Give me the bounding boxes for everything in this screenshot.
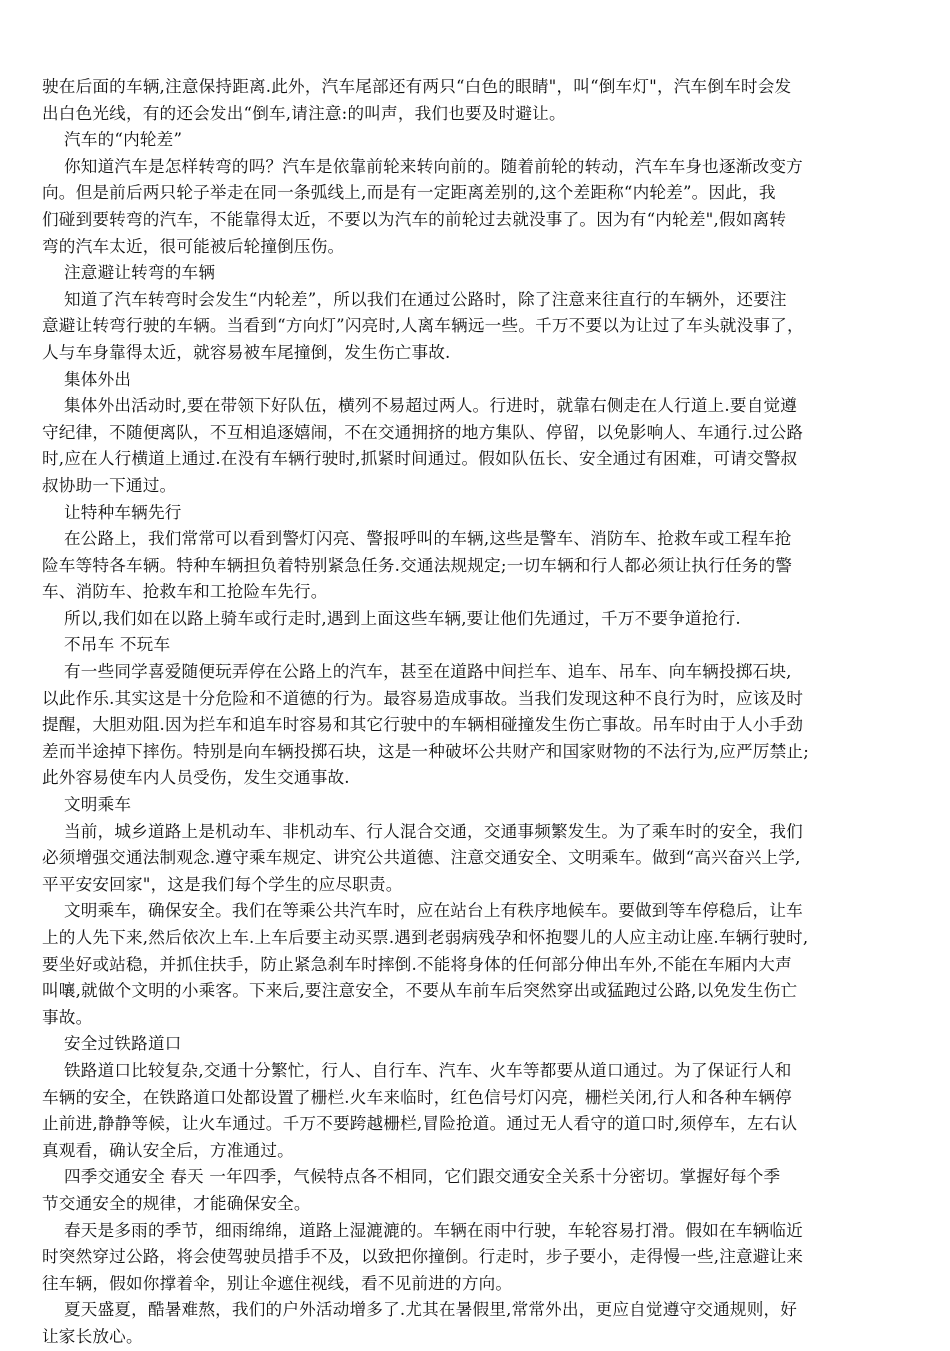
paragraph-line-indented: 知道了汽车转弯时会发生“内轮差”，所以我们在通过公路时，除了注意来往直行的车辆外，还要注	[64, 289, 787, 309]
paragraph-line: 差而半途掉下摔伤。特别是向车辆投掷石块，这是一种破坏公共财产和国家财物的不法行为,应严厉禁止;	[42, 741, 809, 761]
paragraph-line-indented: 安全过铁路道口	[64, 1034, 182, 1054]
paragraph-line: 车、消防车、抢救车和工抢险车先行。	[42, 582, 328, 602]
paragraph-line-indented: 不吊车 不玩车	[64, 635, 171, 655]
paragraph-line-indented: 春天是多雨的季节，细雨绵绵，道路上湿漉漉的。车辆在雨中行驶，车轮容易打滑。假如在车辆临近	[64, 1220, 803, 1240]
paragraph-line: 向。但是前后两只轮子举走在同一条弧线上,而是有一定距离差别的,这个差距称“内轮差”。因此，我	[42, 183, 776, 203]
paragraph-line: 让家长放心。	[42, 1326, 143, 1346]
paragraph-line-indented: 四季交通安全 春天 一年四季，气候特点各不相同，它们跟交通安全关系十分密切。掌握好每个季	[64, 1167, 781, 1187]
paragraph-line: 此外容易使车内人员受伤，发生交通事故.	[42, 768, 350, 788]
paragraph-line: 必须增强交通法制观念.遵守乘车规定、讲究公共道德、注意交通安全、文明乘车。做到“高兴奋兴上学,	[42, 848, 801, 868]
paragraph-line: 事故。	[42, 1007, 93, 1027]
paragraph-line: 叫嚷,就做个文明的小乘客。下来后,要注意安全，不要从车前车后突然穿出或猛跑过公路,以免发生伤亡	[42, 981, 798, 1001]
paragraph-line: 叔协助一下通过。	[42, 475, 177, 495]
paragraph-line-indented: 你知道汽车是怎样转弯的吗？汽车是依靠前轮来转向前的。随着前轮的转动，汽车车身也逐渐改变方	[64, 156, 803, 176]
paragraph-line: 上的人先下来,然后依次上车.上车后要主动买票.遇到老弱病残孕和怀抱婴儿的人应主动让座.车辆行驶时,	[42, 928, 809, 947]
paragraph-line-indented: 当前，城乡道路上是机动车、非机动车、行人混合交通，交通事频繁发生。为了乘车时的安全，我们	[64, 821, 803, 841]
paragraph-line: 意避让转弯行驶的车辆。当看到“方向灯”闪亮时,人离车辆远一些。千万不要以为让过了车头就没事了，	[42, 316, 804, 336]
paragraph-line: 车辆的安全，在铁路道口处都设置了栅栏.火车来临时，红色信号灯闪亮，栅栏关闭,行人和各种车辆停	[42, 1087, 792, 1107]
paragraph-line: 要坐好或站稳，并抓住扶手，防止紧急刹车时摔倒.不能将身体的任何部分伸出车外,不能在车厢内大声	[42, 954, 792, 974]
paragraph-line-indented: 夏天盛夏，酷暑难熬，我们的户外活动增多了.尤其在暑假里,常常外出，更应自觉遵守交通规则，好	[64, 1300, 798, 1320]
paragraph-line: 时突然穿过公路，将会使驾驶员措手不及，以致把你撞倒。行走时，步子要小，走得慢一些,注意避让来	[42, 1247, 804, 1267]
paragraph-line: 时,应在人行横道上通过.在没有车辆行驶时,抓紧时间通过。假如队伍长、安全通过有困难，可请交警叔	[42, 449, 798, 469]
paragraph-line-indented: 汽车的“内轮差”	[64, 130, 183, 150]
paragraph-line: 真观看，确认安全后，方准通过。	[42, 1140, 294, 1160]
paragraph-line: 节交通安全的规律，才能确保安全。	[42, 1193, 311, 1213]
paragraph-line: 们碰到要转弯的汽车，不能靠得太近，不要以为汽车的前轮过去就没事了。因为有“内轮差",假如离转	[42, 209, 787, 229]
document-body	[40, 74, 914, 1351]
paragraph-line: 出白色光线，有的还会发出“倒车,请注意:的叫声，我们也要及时避让。	[42, 103, 566, 123]
paragraph-line-indented: 让特种车辆先行	[64, 502, 182, 522]
paragraph-line: 平平安安回家"，这是我们每个学生的应尽职责。	[42, 874, 403, 894]
paragraph-line: 弯的汽车太近，很可能被后轮撞倒压伤。	[42, 236, 345, 256]
paragraph-line-indented: 所以,我们如在以路上骑车或行走时,遇到上面这些车辆,要让他们先通过，千万不要争道抢行.	[64, 608, 741, 628]
paragraph-line-indented: 集体外出活动时,要在带领下好队伍，横列不易超过两人。行进时，就靠右侧走在人行道上.要自觉遵	[64, 396, 798, 416]
paragraph-line-indented: 在公路上，我们常常可以看到警灯闪亮、警报呼叫的车辆,这些是警车、消防车、抢救车或工程车抢	[64, 529, 792, 549]
paragraph-line: 以此作乐.其实这是十分危险和不道德的行为。最容易造成事故。当我们发现这种不良行为时，应该及时	[42, 688, 804, 708]
paragraph-line: 险车等特各车辆。特种车辆担负着特别紧急任务.交通法规规定;一切车辆和行人都必须让执行任务的警	[42, 555, 793, 575]
paragraph-line: 止前进,静静等候，让火车通过。千万不要跨越栅栏,冒险抢道。通过无人看守的道口时,须停车，左右认	[42, 1114, 798, 1134]
paragraph-line: 提醒，大胆劝阻.因为拦车和追车时容易和其它行驶中的车辆相碰撞发生伤亡事故。吊车时由于人小手劲	[42, 715, 804, 735]
paragraph-line: 往车辆，假如你撑着伞，别让伞遮住视线，看不见前进的方向。	[42, 1273, 513, 1293]
paragraph-line-indented: 集体外出	[64, 369, 132, 389]
paragraph-line-indented: 有一些同学喜爱随便玩弄停在公路上的汽车，甚至在道路中间拦车、追车、吊车、向车辆投掷石块,	[64, 662, 792, 682]
paragraph-line-indented: 注意避让转弯的车辆	[64, 263, 216, 283]
paragraph-line-indented: 铁路道口比较复杂,交通十分繁忙，行人、自行车、汽车、火车等都要从道口通过。为了保证行人和	[64, 1060, 792, 1080]
paragraph-line-indented: 文明乘车，确保安全。我们在等乘公共汽车时，应在站台上有秩序地候车。要做到等车停稳后，让车	[64, 901, 803, 921]
paragraph-line: 守纪律，不随便离队，不互相追逐嬉闹，不在交通拥挤的地方集队、停留，以免影响人、车通行.过公路	[42, 422, 804, 442]
paragraph-line: 人与车身靠得太近，就容易被车尾撞倒，发生伤亡事故.	[42, 342, 451, 362]
paragraph-line-indented: 文明乘车	[64, 795, 132, 815]
paragraph-line: 驶在后面的车辆,注意保持距离.此外，汽车尾部还有两只“白色的眼睛"，叫“倒车灯"，汽车倒车时会发	[42, 77, 792, 96]
